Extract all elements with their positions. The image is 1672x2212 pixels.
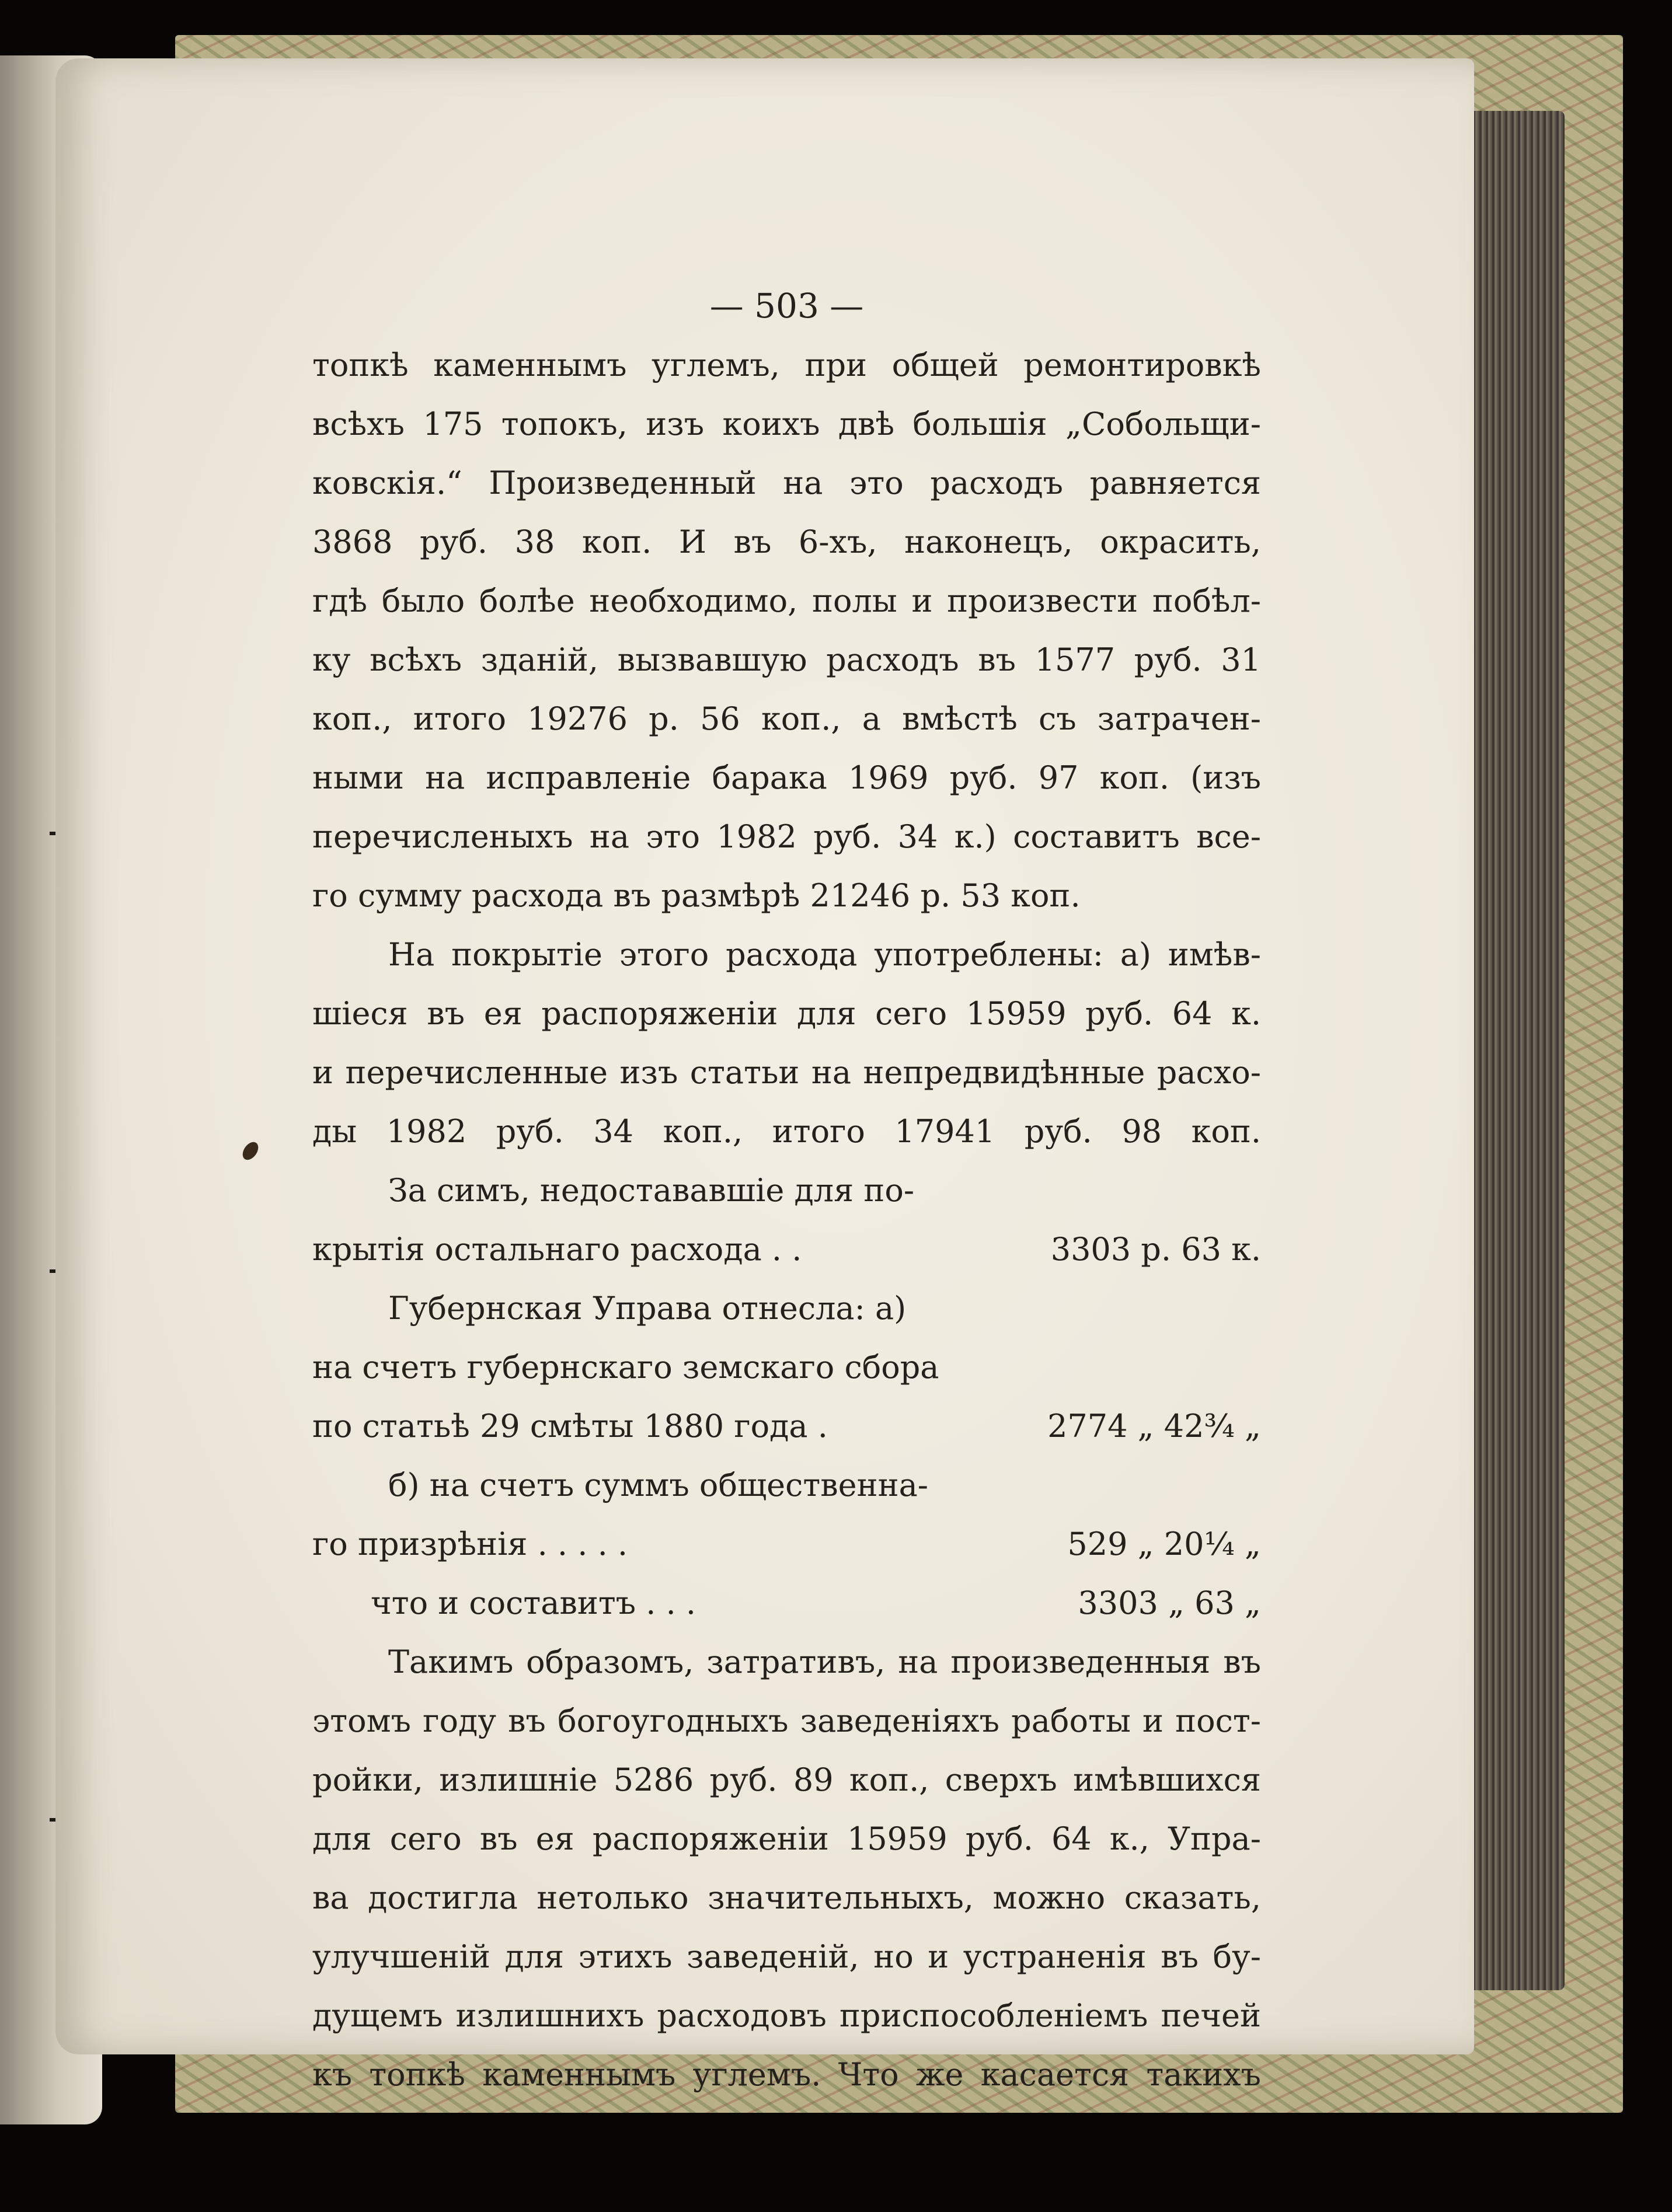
- table-row: [312, 1220, 1261, 1279]
- text-line: шіеся въ ея распоряженіи для сего 15959 руб. 64 к.: [312, 995, 1261, 1032]
- text-line: ройки, излишніе 5286 руб. 89 коп., сверхъ имѣвшихся: [312, 1761, 1261, 1798]
- row-amount: 529 „ 20¼ „: [1067, 1526, 1261, 1562]
- text-line: Такимъ образомъ, затративъ, на произведенныя въ: [388, 1644, 1261, 1680]
- row-label: по статьѣ 29 смѣты 1880 года .: [312, 1408, 828, 1445]
- text-line: ными на исправленіе барака 1969 руб. 97 коп. (изъ: [312, 759, 1261, 796]
- row-amount: 2774 „ 42¾ „: [1047, 1408, 1261, 1445]
- row-label: За симъ, недостававшіе для по-: [388, 1172, 915, 1209]
- text-line: 3868 руб. 38 коп. И въ 6-хъ, наконецъ, окрасить,: [312, 524, 1261, 560]
- row-amount: 3303 р. 63 к.: [1050, 1231, 1261, 1268]
- text-line: го сумму расхода въ размѣрѣ 21246 р. 53 коп.: [312, 877, 1081, 914]
- text-line: дущемъ излишнихъ расходовъ приспособленіемъ печей: [312, 1997, 1261, 2034]
- table-row: [312, 1573, 1261, 1632]
- text-line: ковскія.“ Произведенный на это расходъ равняется: [312, 465, 1261, 501]
- row-label: Губернская Управа отнесла: а): [388, 1290, 907, 1327]
- row-label: крытія остальнаго расхода . .: [312, 1231, 802, 1268]
- text-line: и перечисленные изъ статьи на непредвидѣнные расхо-: [312, 1054, 1261, 1091]
- text-line: гдѣ было болѣе необходимо, полы и произвести побѣл-: [312, 582, 1261, 619]
- text-line: коп., итого 19276 р. 56 коп., а вмѣстѣ съ затрачен-: [312, 700, 1261, 737]
- text-line: перечисленыхъ на это 1982 руб. 34 к.) составитъ все-: [312, 818, 1261, 855]
- text-line: всѣхъ 175 топокъ, изъ коихъ двѣ большія „Собольщи-: [312, 406, 1261, 442]
- text-line: этомъ году въ богоугодныхъ заведеніяхъ работы и пост-: [312, 1702, 1261, 1739]
- table-row: [312, 1338, 1261, 1397]
- row-amount: 3303 „ 63 „: [1078, 1585, 1261, 1621]
- text-line: къ топкѣ каменнымъ углемъ. Что же касается такихъ: [312, 2056, 1261, 2093]
- text-line: ды 1982 руб. 34 коп., итого 17941 руб. 98 коп.: [312, 1113, 1261, 1150]
- text-line: На покрытіе этого расхода употреблены: а) имѣв-: [388, 936, 1261, 973]
- text-line: ва достигла нетолько значительныхъ, можно сказать,: [312, 1879, 1261, 1916]
- text-line: ку всѣхъ зданій, вызвавшую расходъ въ 1577 руб. 31: [312, 641, 1261, 678]
- page-body: [312, 336, 1261, 2104]
- page-number: — 503 —: [709, 286, 864, 326]
- row-label: го призрѣнія . . . . .: [312, 1526, 628, 1562]
- row-label: что и составитъ . . .: [371, 1585, 696, 1621]
- table-row: [312, 1161, 1261, 1220]
- text-line: топкѣ каменнымъ углемъ, при общей ремонтировкѣ: [312, 347, 1261, 383]
- table-row: [312, 1397, 1261, 1456]
- table-row: [312, 1279, 1261, 1338]
- row-label: б) на счетъ суммъ общественна-: [388, 1467, 929, 1503]
- table-row: [312, 1456, 1261, 1515]
- row-label: на счетъ губернскаго земскаго сбора: [312, 1349, 939, 1386]
- table-row: [312, 1515, 1261, 1573]
- text-line: для сего въ ея распоряженіи 15959 руб. 64 к., Упра-: [312, 1820, 1261, 1857]
- text-line: улучшеній для этихъ заведеній, но и устраненія въ бу-: [312, 1938, 1261, 1975]
